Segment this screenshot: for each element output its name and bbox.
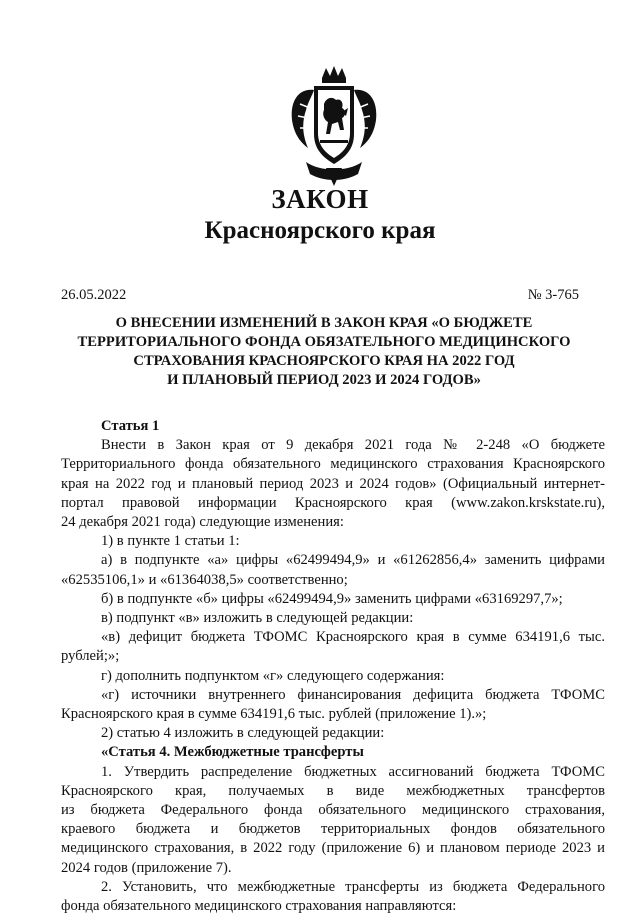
law-number: № 3-765 xyxy=(527,287,579,303)
body-line: Красноярского края в сумме 634191,6 тыс. рублей (приложение 1).»; xyxy=(61,706,487,723)
body-line: в) подпункт «в» изложить в следующей редакции: xyxy=(101,610,414,627)
body-line: 24 декабря 2021 года) следующие изменения: xyxy=(61,514,344,531)
body-line: 1) в пункте 1 статьи 1: xyxy=(101,533,240,550)
headline-line: СТРАХОВАНИЯ КРАСНОЯРСКОГО КРАЯ НА 2022 ГОД xyxy=(133,353,515,369)
body-line: «62535106,1» и «61364038,5» соответственно; xyxy=(61,571,348,588)
coat-of-arms-emblem xyxy=(286,64,382,188)
headline-line: О ВНЕСЕНИИ ИЗМЕНЕНИЙ В ЗАКОН КРАЯ «О БЮДЖЕТЕ xyxy=(115,315,533,331)
body-line: 2. Установить, что межбюджетные трансферты из бюджета Федерального xyxy=(101,878,605,895)
article-4-heading: «Статья 4. Межбюджетные трансферты xyxy=(101,744,364,761)
body-line: Внести в Закон края от 9 декабря 2021 года № 2-248 «О бюджете xyxy=(101,437,605,454)
body-line: медицинского страхования, в 2022 году (приложение 6) и плановом периоде 2023 и xyxy=(61,840,605,857)
region-title: Красноярского края xyxy=(204,217,436,244)
body-line: 2) статью 4 изложить в следующей редакции: xyxy=(101,725,385,742)
body-line: б) в подпункте «б» цифры «62499494,9» заменить цифрами «63169297,7»; xyxy=(101,590,563,607)
headline-line: ТЕРРИТОРИАЛЬНОГО ФОНДА ОБЯЗАТЕЛЬНОГО МЕДИЦИНСКОГО xyxy=(77,334,571,350)
body-line: г) дополнить подпунктом «г» следующего содержания: xyxy=(101,667,445,684)
law-body xyxy=(61,417,605,916)
law-headline xyxy=(56,314,592,390)
body-line: 2024 годов (приложение 7). xyxy=(61,859,232,876)
body-line: края на 2022 год и плановый период 2023 и 2024 годов» (Официальный интернет- xyxy=(61,475,605,492)
body-line: а) в подпункте «а» цифры «62499494,9» и «61262856,4» заменить цифрами xyxy=(101,552,605,569)
body-line: «г) источники внутреннего финансирования дефицита бюджета ТФОМС xyxy=(101,686,605,703)
body-line: Красноярского края, получаемых в виде межбюджетных трансфертов xyxy=(61,782,605,799)
article-heading: Статья 1 xyxy=(101,418,160,434)
body-line: краевого бюджета и бюджетов территориальных фондов обязательного xyxy=(61,821,605,838)
law-title: ЗАКОН xyxy=(271,184,369,214)
body-line: из бюджета Федерального фонда обязательного медицинского страхования, xyxy=(61,802,605,819)
body-line: портал правовой информации Красноярского края (www.zakon.krskstate.ru), xyxy=(61,494,605,511)
body-line: «в) дефицит бюджета ТФОМС Красноярского края в сумме 634191,6 тыс. xyxy=(101,629,605,646)
body-line: Территориального фонда обязательного медицинского страхования Красноярского xyxy=(61,456,605,473)
body-line: фонда обязательного медицинского страхования направляются: xyxy=(61,898,457,915)
headline-line: И ПЛАНОВЫЙ ПЕРИОД 2023 И 2024 ГОДОВ» xyxy=(167,372,481,388)
body-line: рублей;»; xyxy=(61,648,120,665)
body-line: 1. Утвердить распределение бюджетных ассигнований бюджета ТФОМС xyxy=(101,763,605,780)
law-date: 26.05.2022 xyxy=(61,287,127,303)
